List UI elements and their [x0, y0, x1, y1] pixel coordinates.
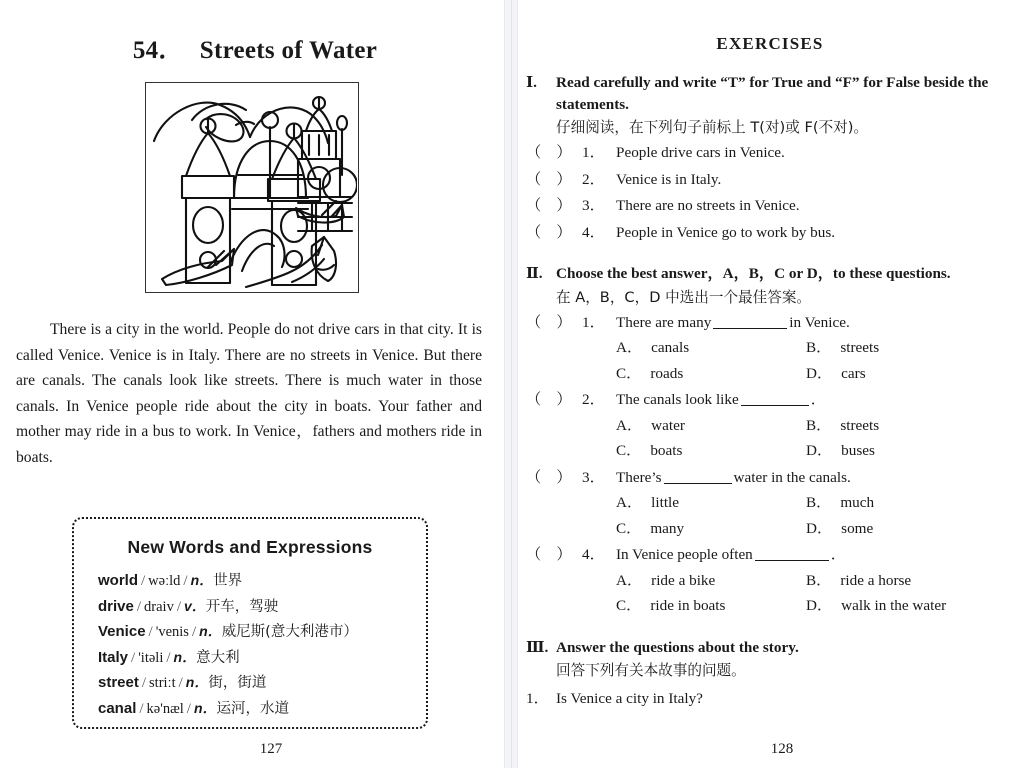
answer-parenthesis[interactable]: （ ）: [526, 546, 572, 563]
option-text: little: [651, 494, 679, 511]
mc-question: [526, 542, 1010, 619]
slash: /: [176, 598, 181, 615]
option-row: [526, 568, 1010, 594]
option-row: [526, 335, 1010, 361]
mc-question-stem[interactable]: [526, 465, 1010, 491]
option-label: B．: [806, 494, 832, 511]
mc-question-stem[interactable]: [526, 542, 1010, 568]
option-text: canals: [651, 339, 690, 356]
right-page: [504, 0, 1032, 768]
option-label: C．: [616, 364, 642, 382]
option-a[interactable]: [616, 335, 806, 361]
question-text: [616, 542, 1010, 568]
option-label: A．: [616, 416, 643, 434]
mc-question: [526, 387, 1010, 464]
vocab-entry: [98, 696, 406, 722]
option-b[interactable]: [806, 413, 996, 439]
option-label: B．: [806, 416, 832, 434]
vocab-word: drive: [98, 597, 134, 615]
stem-before: There are many: [616, 313, 712, 331]
option-label: D．: [806, 442, 833, 459]
question-text: [616, 310, 1010, 336]
fill-blank[interactable]: [741, 405, 809, 406]
option-row: [526, 361, 1010, 387]
vocab-word: world: [98, 572, 138, 589]
question-text: [616, 387, 1010, 413]
vocab-word: street: [98, 674, 139, 691]
option-text: ride a horse: [840, 571, 912, 589]
illustration-container: [0, 82, 504, 293]
option-label: D．: [806, 364, 833, 382]
left-page: [0, 0, 504, 768]
answer-parenthesis[interactable]: （ ）: [526, 170, 572, 188]
option-label: C．: [616, 442, 642, 459]
question-index: 3．: [582, 197, 605, 214]
true-false-item[interactable]: [526, 193, 1010, 219]
option-text: ride in boats: [650, 597, 726, 614]
vocab-meaning: 意大利: [196, 649, 240, 666]
option-text: streets: [840, 416, 880, 434]
vocab-word: Italy: [98, 648, 129, 666]
mc-question: [526, 310, 1010, 387]
section-multiple-choice: [526, 263, 1010, 619]
option-c[interactable]: [616, 361, 806, 387]
answer-parenthesis[interactable]: （ ）: [526, 144, 572, 161]
question-index: 2．: [582, 391, 605, 408]
slash: /: [183, 573, 188, 589]
slash: /: [178, 675, 183, 691]
option-text: cars: [841, 364, 866, 382]
vocab-meaning: 街，街道: [208, 675, 267, 691]
stem-after: ．: [810, 391, 826, 408]
story-paragraph: There is a city in the world. People do not drive cars in that city. It is called Venice. Venice is in Italy. There are no streets in Venice. But there are canals. The canals look like streets. There is much water in those canals. In Venice people ride about the city in boats. Your father and mother may ride in a bus to work. In Venice，fathers and mothers ride in boats.: [16, 321, 482, 466]
mc-question: [526, 465, 1010, 542]
slash: /: [136, 598, 142, 615]
true-false-item[interactable]: [526, 140, 1010, 166]
lesson-number: 54．: [132, 37, 184, 64]
option-text: water: [651, 416, 685, 434]
slash: /: [191, 624, 197, 640]
option-c[interactable]: [616, 438, 806, 464]
vocab-phonetic: kə'næl: [146, 700, 184, 717]
option-text: some: [841, 519, 874, 537]
vocab-pos: n．: [190, 572, 214, 588]
option-text: walk in the water: [841, 597, 947, 614]
option-label: C．: [616, 519, 642, 537]
mc-question-stem[interactable]: [526, 387, 1010, 413]
question-index: 2．: [582, 170, 605, 188]
vocab-word: Venice: [98, 623, 146, 640]
vocab-meaning: 世界: [213, 573, 243, 589]
vocab-entry: [98, 645, 406, 671]
vocab-phonetic: wəːld: [148, 573, 181, 589]
question-index: 1．: [582, 313, 605, 331]
section-heading-chinese: 仔细阅读，在下列句子前标上 T(对)或 F(不对)。: [556, 119, 869, 136]
vocab-phonetic: 'venis: [155, 624, 189, 640]
vocab-pos: n．: [199, 623, 222, 639]
question-index: 4．: [582, 223, 605, 241]
vocab-word: canal: [98, 699, 137, 717]
option-text: boats: [650, 442, 683, 459]
section-numeral: Ⅲ.: [526, 638, 549, 656]
question-index: 4．: [582, 546, 605, 563]
answer-parenthesis[interactable]: （ ）: [526, 391, 572, 408]
stem-after: in Venice.: [789, 313, 850, 331]
page-number-right: 128: [770, 741, 794, 757]
page-title: [0, 30, 504, 66]
venice-illustration: [145, 82, 359, 293]
exercises-title: EXERCISES: [716, 34, 824, 53]
section-heading-text: Read carefully and write “T” for True and “F” for False beside the statements.: [556, 74, 989, 113]
option-text: roads: [650, 364, 684, 382]
section-heading-chinese: 在 A，B，C，D 中选出一个最佳答案。: [556, 288, 812, 306]
question-text: There are no streets in Venice.: [616, 197, 800, 214]
option-text: many: [650, 519, 685, 537]
vocab-entry: [98, 670, 406, 696]
option-a[interactable]: [616, 490, 806, 516]
vocab-meaning: 开车，驾驶: [205, 598, 279, 615]
section-numeral: Ⅰ.: [526, 74, 537, 91]
stem-after: water in the canals.: [733, 468, 851, 486]
option-d[interactable]: [806, 516, 996, 542]
vocab-list: [94, 568, 406, 721]
option-label: D．: [806, 597, 833, 614]
option-label: A．: [616, 339, 643, 356]
answer-parenthesis[interactable]: （ ）: [526, 313, 572, 331]
new-words-box: [72, 517, 428, 729]
question-index: 1．: [582, 144, 605, 161]
vocab-meaning: 运河，水道: [216, 700, 290, 717]
vocab-pos: v．: [184, 597, 206, 614]
option-b[interactable]: [806, 568, 996, 594]
stem-after: ．: [830, 546, 846, 563]
question-text: Venice is in Italy.: [616, 170, 722, 188]
section-true-false: [526, 72, 1010, 245]
option-row: [526, 490, 1010, 516]
vocab-pos: n．: [173, 648, 197, 665]
option-label: A．: [616, 571, 643, 589]
option-a[interactable]: [616, 413, 806, 439]
vocab-phonetic: 'itəli: [138, 649, 164, 666]
question-text: People drive cars in Venice.: [616, 144, 785, 161]
slash: /: [141, 573, 146, 589]
true-false-item[interactable]: [526, 167, 1010, 193]
option-label: C．: [616, 597, 642, 614]
section-short-answer: [526, 637, 1010, 712]
option-d[interactable]: [806, 593, 996, 619]
section-heading-chinese: 回答下列有关本故事的问题。: [556, 662, 746, 679]
option-text: much: [840, 494, 875, 511]
option-d[interactable]: [806, 438, 996, 464]
section-heading: [526, 72, 1010, 115]
option-text: ride a bike: [651, 571, 716, 589]
true-false-item[interactable]: [526, 220, 1010, 246]
vocab-meaning: 威尼斯(意大利港市）: [221, 624, 358, 640]
fill-blank[interactable]: [664, 483, 732, 484]
question-index: 1．: [526, 690, 549, 707]
option-c[interactable]: [616, 593, 806, 619]
question-text: [616, 465, 1010, 491]
option-b[interactable]: [806, 335, 996, 361]
vocab-phonetic: draiv: [144, 598, 174, 615]
option-row: [526, 413, 1010, 439]
slash: /: [148, 624, 153, 640]
fill-blank[interactable]: [755, 560, 829, 561]
slash: /: [131, 649, 136, 666]
option-row: [526, 438, 1010, 464]
section-heading: [526, 637, 1010, 659]
stem-before: The canals look like: [616, 391, 739, 408]
question-text: Is Venice a city in Italy?: [556, 690, 703, 707]
option-label: B．: [806, 571, 832, 589]
vocab-entry: [98, 568, 406, 594]
section-numeral: Ⅱ.: [526, 265, 543, 282]
option-label: B．: [806, 339, 832, 356]
slash: /: [186, 700, 191, 717]
option-c[interactable]: [616, 516, 806, 542]
vocab-phonetic: striːt: [149, 675, 176, 691]
option-d[interactable]: [806, 361, 996, 387]
option-row: [526, 516, 1010, 542]
vocab-pos: n．: [185, 674, 209, 690]
option-a[interactable]: [616, 568, 806, 594]
answer-parenthesis[interactable]: （ ）: [526, 197, 572, 214]
vocab-entry: [98, 594, 406, 620]
option-row: [526, 593, 1010, 619]
venice-line-art-icon: [146, 83, 357, 291]
stem-before: There’s: [616, 468, 662, 486]
new-words-title: New Words and Expressions: [127, 537, 373, 557]
question-index: 3．: [582, 468, 605, 486]
lesson-title-text: Streets of Water: [199, 37, 378, 64]
option-label: D．: [806, 519, 833, 537]
slash: /: [139, 700, 144, 717]
answer-parenthesis[interactable]: （ ）: [526, 468, 572, 486]
vocab-pos: n．: [193, 699, 217, 716]
page-number-left: 127: [259, 741, 283, 757]
option-text: streets: [840, 339, 880, 356]
short-answer-item: [526, 686, 1010, 711]
slash: /: [166, 649, 171, 666]
vocab-entry: [98, 619, 406, 645]
section-heading-text: Choose the best answer，A，B，C or D，to these questions.: [556, 265, 951, 282]
slash: /: [141, 675, 147, 691]
section-heading: [526, 263, 1010, 285]
option-text: buses: [841, 442, 875, 459]
option-b[interactable]: [806, 490, 996, 516]
fill-blank[interactable]: [713, 328, 787, 329]
option-label: A．: [616, 494, 643, 511]
stem-before: In Venice people often: [616, 546, 753, 563]
mc-question-stem[interactable]: [526, 310, 1010, 336]
answer-parenthesis[interactable]: （ ）: [526, 223, 572, 241]
section-heading-text: Answer the questions about the story.: [556, 638, 799, 656]
question-text: People in Venice go to work by bus.: [616, 223, 836, 241]
